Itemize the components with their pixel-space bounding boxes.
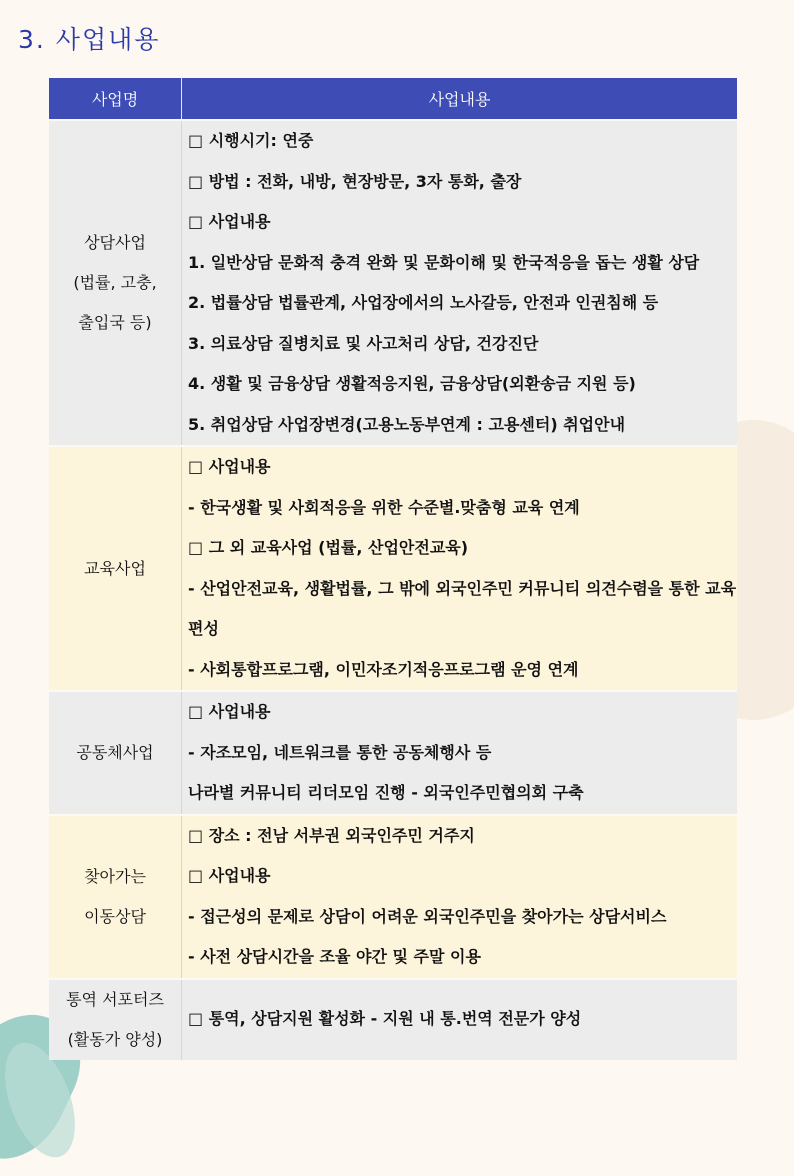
business-name-line: 출입국 등) (78, 313, 152, 332)
content-line: - 사회통합프로그램, 이민자조기적응프로그램 운영 연계 (188, 659, 579, 679)
business-name-line: (활동가 양성) (67, 1029, 163, 1049)
business-name-line: 상담사업 (84, 233, 146, 252)
business-content-cell (182, 446, 738, 691)
business-content-cell (182, 815, 738, 979)
content-line: □ 사업내용 (188, 702, 271, 721)
content-line: 나라별 커뮤니티 리더모임 진행 - 외국인주민협의회 구축 (188, 783, 584, 802)
page-title: 3. 사업내용 (18, 25, 161, 54)
content-line: 3. 의료상담 질병치료 및 사고처리 상담, 건강진단 (188, 333, 539, 353)
table-header-row (49, 78, 737, 120)
business-name-line: 이동상담 (84, 906, 146, 926)
business-name-cell (49, 815, 182, 979)
table-row (49, 815, 737, 979)
content-line: □ 사업내용 (188, 866, 271, 885)
content-line: □ 사업내용 (188, 457, 271, 476)
content-line: 1. 일반상담 문화적 충격 완화 및 문화이해 및 한국적응을 돕는 생활 상담 (188, 252, 700, 272)
content-line: □ 통역, 상담지원 활성화 - 지원 내 통.번역 전문가 양성 (188, 1009, 582, 1029)
business-name-line: (법률, 고충, (73, 273, 157, 292)
content-line: □ 방법 : 전화, 내방, 현장방문, 3자 통화, 출장 (188, 171, 522, 191)
content-line: - 한국생활 및 사회적응을 위한 수준별.맞춤형 교육 연계 (188, 497, 580, 517)
content-line: □ 그 외 교육사업 (법률, 산업안전교육) (188, 538, 469, 557)
table-row (49, 120, 737, 446)
content-line: - 자조모임, 네트워크를 통한 공동체행사 등 (188, 742, 492, 762)
business-content-cell (182, 120, 738, 446)
table-row (49, 979, 737, 1060)
content-line: - 산업안전교육, 생활법률, 그 밖에 외국인주민 커뮤니티 의견수렴을 통한 교육 편성 (188, 578, 737, 638)
business-name-cell (49, 446, 182, 691)
header-business-content: 사업내용 (182, 78, 738, 120)
business-name-line: 교육사업 (84, 558, 146, 578)
content-line: 2. 법률상담 법률관계, 사업장에서의 노사갈등, 안전과 인권침해 등 (188, 293, 659, 312)
table-row (49, 446, 737, 691)
table-row (49, 691, 737, 815)
content-line: 5. 취업상담 사업장변경(고용노동부연계 : 고용센터) 취업안내 (188, 414, 626, 434)
content-line: □ 사업내용 (188, 212, 271, 231)
content-line: - 사전 상담시간을 조율 야간 및 주말 이용 (188, 947, 481, 966)
header-business-name: 사업명 (49, 78, 182, 120)
business-name-line: 공동체사업 (76, 742, 154, 762)
business-content-cell (182, 691, 738, 815)
content-line: □ 시행시기: 연중 (188, 131, 314, 150)
business-name-cell (49, 691, 182, 815)
business-table (49, 78, 737, 1060)
business-name-cell (49, 120, 182, 446)
business-name-line: 찾아가는 (84, 866, 146, 886)
content-line: □ 장소 : 전남 서부권 외국인주민 거주지 (188, 825, 475, 845)
content-line: - 접근성의 문제로 상담이 어려운 외국인주민을 찾아가는 상담서비스 (188, 906, 667, 926)
business-name-line: 통역 서포터즈 (66, 989, 164, 1009)
business-content-cell (182, 979, 738, 1060)
business-name-cell (49, 979, 182, 1060)
content-line: 4. 생활 및 금융상담 생활적응지원, 금융상담(외환송금 지원 등) (188, 374, 636, 393)
